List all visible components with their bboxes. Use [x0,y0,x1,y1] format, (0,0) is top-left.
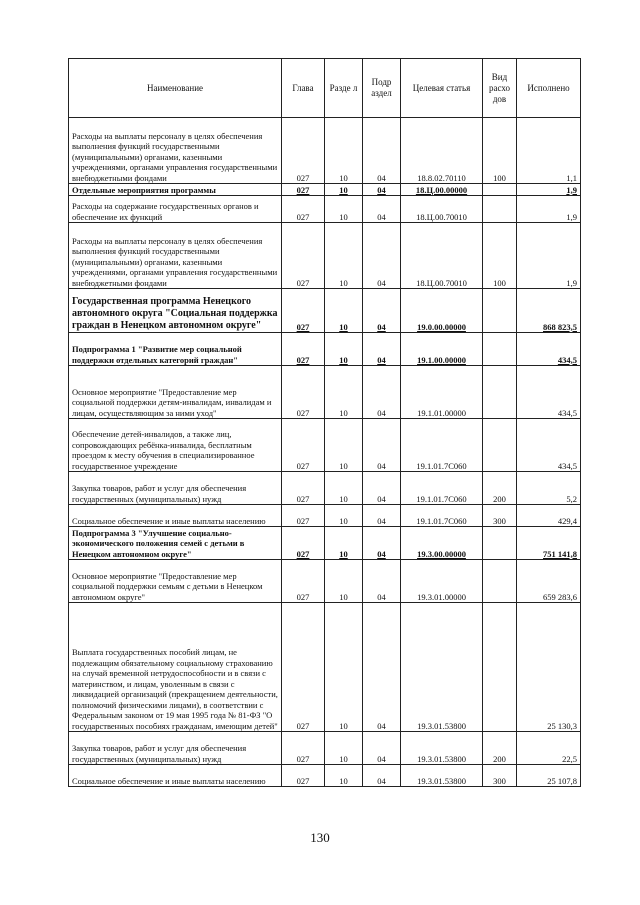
row-podrazdel: 04 [363,419,401,472]
row-podrazdel: 04 [363,505,401,527]
row-target: 19.3.00.00000 [401,527,483,560]
row-name: Подпрограмма 1 "Развитие мер социальной поддержки отдельных категорий граждан" [69,333,282,366]
table-row [69,223,581,289]
header-done: Исполнено [517,59,581,118]
row-podrazdel: 04 [363,118,401,184]
row-glava: 027 [282,366,325,419]
row-target: 19.3.01.53800 [401,732,483,765]
row-razdel: 10 [325,560,363,603]
row-vid: 100 [483,118,517,184]
row-glava: 027 [282,333,325,366]
row-glava: 027 [282,223,325,289]
table-row [69,289,581,333]
row-glava: 027 [282,196,325,223]
row-razdel: 10 [325,118,363,184]
row-name: Отдельные мероприятия программы [69,184,282,196]
row-done: 1,9 [517,196,581,223]
table-row [69,184,581,196]
table-row [69,333,581,366]
row-razdel: 10 [325,184,363,196]
row-podrazdel: 04 [363,184,401,196]
row-glava: 027 [282,472,325,505]
row-vid: 200 [483,732,517,765]
row-target: 19.1.01.7C060 [401,419,483,472]
table-row [69,527,581,560]
row-name: Государственная программа Ненецкого автономного округа "Социальная поддержка граждан в Ненецком автономном округе" [69,289,282,333]
row-razdel: 10 [325,472,363,505]
row-name: Расходы на выплаты персоналу в целях обеспечения выполнения функций государственными (муниципальными) органами, казенными учреждениями, органами управления государственными внебюджетными фондами [69,223,282,289]
row-vid: 300 [483,505,517,527]
row-target: 19.1.01.7C060 [401,472,483,505]
row-done: 1,1 [517,118,581,184]
row-vid: 100 [483,223,517,289]
row-vid [483,560,517,603]
row-done: 434,5 [517,419,581,472]
header-razdel: Разде л [325,59,363,118]
row-done: 751 141,8 [517,527,581,560]
row-razdel: 10 [325,527,363,560]
table-row [69,603,581,732]
budget-table [68,58,581,787]
row-podrazdel: 04 [363,732,401,765]
row-vid [483,603,517,732]
row-done: 25 107,8 [517,765,581,787]
row-name: Закупка товаров, работ и услуг для обеспечения государственных (муниципальных) нужд [69,732,282,765]
row-podrazdel: 04 [363,472,401,505]
header-podrazdel: Подр аздел [363,59,401,118]
row-glava: 027 [282,560,325,603]
table-row [69,505,581,527]
row-vid [483,333,517,366]
page-number: 130 [310,830,330,845]
row-glava: 027 [282,732,325,765]
row-glava: 027 [282,184,325,196]
header-vid: Вид расхо дов [483,59,517,118]
row-done: 434,5 [517,333,581,366]
header-target: Целевая статья [401,59,483,118]
row-podrazdel: 04 [363,366,401,419]
row-name: Социальное обеспечение и иные выплаты населению [69,765,282,787]
row-done: 659 283,6 [517,560,581,603]
row-done: 429,4 [517,505,581,527]
row-razdel: 10 [325,289,363,333]
row-podrazdel: 04 [363,289,401,333]
row-target: 19.1.00.00000 [401,333,483,366]
row-glava: 027 [282,505,325,527]
row-razdel: 10 [325,223,363,289]
row-vid [483,289,517,333]
row-razdel: 10 [325,196,363,223]
table-row [69,118,581,184]
row-name: Подпрограмма 3 "Улучшение социально-экономического положения семей с детьми в Ненецком автономном округе" [69,527,282,560]
table-row [69,560,581,603]
row-podrazdel: 04 [363,333,401,366]
table-row [69,472,581,505]
row-name: Основное мероприятие "Предоставление мер социальной поддержки детям-инвалидам, инвалидам и лицам, осуществляющим за ними уход" [69,366,282,419]
row-done: 5,2 [517,472,581,505]
row-target: 19.3.01.00000 [401,560,483,603]
row-vid [483,419,517,472]
row-name: Социальное обеспечение и иные выплаты населению [69,505,282,527]
row-name: Обеспечение детей-инвалидов, а также лиц, сопровождающих ребёнка-инвалида, бесплатным проездом к месту обучения в специализированное государственное учреждение [69,419,282,472]
row-target: 19.3.01.53800 [401,603,483,732]
table-row [69,196,581,223]
row-podrazdel: 04 [363,560,401,603]
row-razdel: 10 [325,603,363,732]
row-podrazdel: 04 [363,603,401,732]
table-header-row [69,59,581,118]
row-name: Закупка товаров, работ и услуг для обеспечения государственных (муниципальных) нужд [69,472,282,505]
row-target: 19.3.01.53800 [401,765,483,787]
row-target: 19.1.01.7C060 [401,505,483,527]
row-done: 868 823,5 [517,289,581,333]
table-row [69,765,581,787]
table-row [69,366,581,419]
row-razdel: 10 [325,765,363,787]
row-podrazdel: 04 [363,196,401,223]
row-glava: 027 [282,527,325,560]
table-row [69,732,581,765]
row-razdel: 10 [325,732,363,765]
row-glava: 027 [282,419,325,472]
row-vid [483,527,517,560]
row-target: 19.0.00.00000 [401,289,483,333]
row-vid [483,184,517,196]
row-name: Выплата государственных пособий лицам, не подлежащим обязательному социальному страхованию на случай временной нетрудоспособности и в связи с материнством, и лицам, уволенным в связи с ликвидацией организаций (прекращением деятельности, полномочий физическими лицами), в соответствии с Федеральным законом от 19 мая 1995 года № 81-ФЗ "О государственных пособиях гражданам, имеющим детей" [69,603,282,732]
row-name: Расходы на выплаты персоналу в целях обеспечения выполнения функций государственными (муниципальными) органами, казенными учреждениями, органами управления государственными внебюджетными фондами [69,118,282,184]
row-podrazdel: 04 [363,527,401,560]
row-glava: 027 [282,603,325,732]
row-vid [483,196,517,223]
row-target: 18.Ц.00.70010 [401,223,483,289]
row-glava: 027 [282,289,325,333]
row-razdel: 10 [325,366,363,419]
table-row [69,419,581,472]
header-name: Наименование [69,59,282,118]
row-done: 25 130,3 [517,603,581,732]
row-razdel: 10 [325,505,363,527]
row-glava: 027 [282,765,325,787]
header-glava: Глава [282,59,325,118]
row-name: Основное мероприятие "Предоставление мер социальной поддержки семьям с детьми в Ненецком автономном округе" [69,560,282,603]
row-razdel: 10 [325,419,363,472]
row-razdel: 10 [325,333,363,366]
row-target: 19.1.01.00000 [401,366,483,419]
row-vid: 200 [483,472,517,505]
row-vid [483,366,517,419]
row-done: 434,5 [517,366,581,419]
row-podrazdel: 04 [363,223,401,289]
row-vid: 300 [483,765,517,787]
row-done: 1,9 [517,184,581,196]
row-glava: 027 [282,118,325,184]
row-done: 22,5 [517,732,581,765]
row-done: 1,9 [517,223,581,289]
row-target: 18.8.02.70110 [401,118,483,184]
row-podrazdel: 04 [363,765,401,787]
row-name: Расходы на содержание государственных органов и обеспечение их функций [69,196,282,223]
row-target: 18.Ц.00.00000 [401,184,483,196]
row-target: 18.Ц.00.70010 [401,196,483,223]
